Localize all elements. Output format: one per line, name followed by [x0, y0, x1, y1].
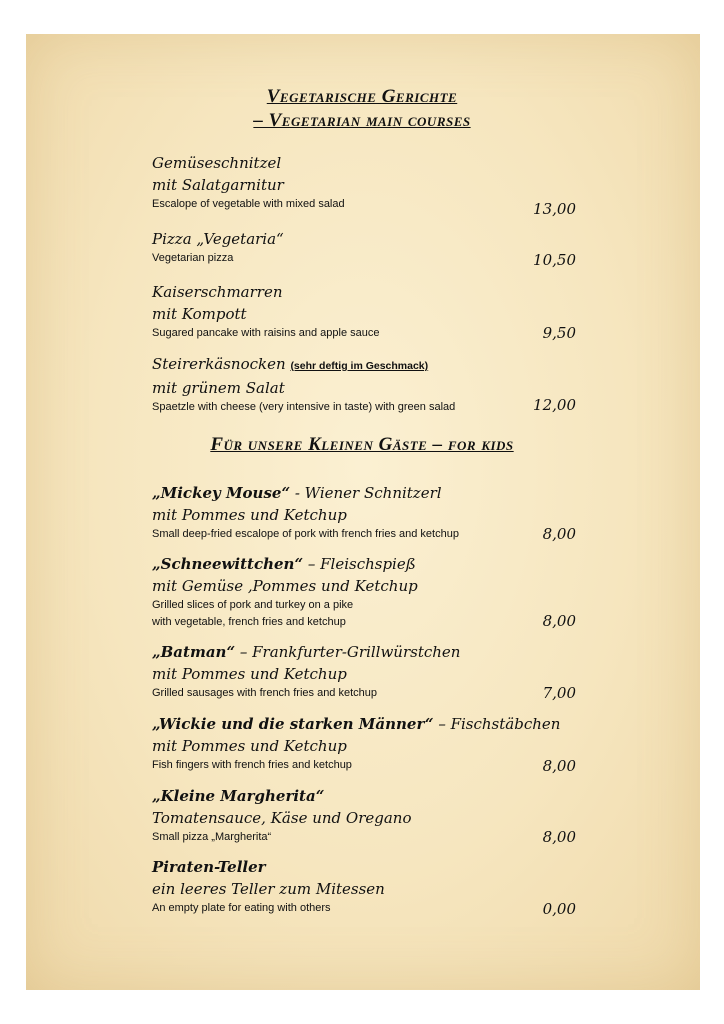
dish-name: Steirerkäsnocken — [152, 355, 286, 373]
dish-subtitle: mit Pommes und Ketchup — [152, 506, 347, 524]
dish-description: Spaetzle with cheese (very intensive in taste) with green salad — [152, 401, 456, 413]
dish-subtitle: mit Salatgarnitur — [152, 176, 284, 194]
dish-price: 9,50 — [542, 324, 576, 342]
dish-subtitle: mit Pommes und Ketchup — [152, 665, 347, 683]
dish-description: with vegetable, french fries and ketchup — [152, 616, 346, 628]
dish-price: 8,00 — [542, 612, 576, 630]
dish-price: 8,00 — [542, 525, 576, 543]
dish-description: Grilled sausages with french fries and ketchup — [152, 687, 378, 699]
section-heading-vegetarian-en: – Vegetarian main courses — [253, 110, 471, 131]
dish-price: 8,00 — [542, 757, 576, 775]
dish-note: (sehr deftig im Geschmack) — [290, 360, 429, 372]
dish-name: Piraten-Teller — [152, 858, 266, 876]
dish-name: Gemüseschnitzel — [152, 154, 282, 172]
dish-name-rest: – Frankfurter-Grillwürstchen — [235, 643, 461, 661]
dish-name: „Mickey Mouse“ — [152, 484, 291, 502]
dish-subtitle: ein leeres Teller zum Mitessen — [152, 880, 385, 898]
dish-name: „Wickie und die starken Männer“ — [152, 715, 434, 733]
dish-subtitle: mit grünem Salat — [152, 379, 285, 397]
dish-name-line — [152, 353, 582, 377]
dish-name: Pizza „Vegetaria“ — [152, 230, 284, 248]
dish-name: „Schneewittchen“ — [152, 555, 304, 573]
dish-price: 10,50 — [533, 251, 576, 269]
dish-price: 13,00 — [533, 200, 576, 218]
dish-name-line — [152, 713, 582, 735]
dish-price: 0,00 — [542, 900, 576, 918]
dish-price: 12,00 — [533, 396, 576, 414]
dish-description: Small pizza „Margherita“ — [152, 831, 272, 843]
dish-name-rest: – Fleischspieß — [303, 555, 416, 573]
section-heading-kids: Für unsere Kleinen Gäste – for kids — [210, 434, 514, 455]
dish-price: 8,00 — [542, 828, 576, 846]
dish-description: Escalope of vegetable with mixed salad — [152, 198, 345, 210]
dish-name-line — [152, 553, 582, 575]
dish-name-line — [152, 641, 582, 663]
dish-description: Sugared pancake with raisins and apple sauce — [152, 327, 380, 339]
dish-name-line — [152, 482, 582, 504]
dish-subtitle: mit Pommes und Ketchup — [152, 737, 347, 755]
dish-description: An empty plate for eating with others — [152, 902, 331, 914]
dish-name: „Kleine Margherita“ — [152, 787, 325, 805]
dish-subtitle: mit Gemüse ,Pommes und Ketchup — [152, 577, 418, 595]
section-heading-vegetarian: Vegetarische Gerichte — [266, 86, 458, 107]
dish-price: 7,00 — [542, 684, 576, 702]
dish-name-rest: - Wiener Schnitzerl — [290, 484, 442, 502]
dish-description: Fish fingers with french fries and ketchup — [152, 759, 352, 771]
dish-description: Small deep-fried escalope of pork with french fries and ketchup — [152, 528, 459, 540]
dish-name: Kaiserschmarren — [152, 283, 283, 301]
dish-name: „Batman“ — [152, 643, 236, 661]
dish-subtitle: mit Kompott — [152, 305, 247, 323]
dish-name-rest: – Fischstäbchen — [433, 715, 561, 733]
dish-description: Grilled slices of pork and turkey on a pike — [152, 599, 354, 611]
dish-description: Vegetarian pizza — [152, 252, 234, 264]
dish-subtitle: Tomatensauce, Käse und Oregano — [152, 809, 412, 827]
